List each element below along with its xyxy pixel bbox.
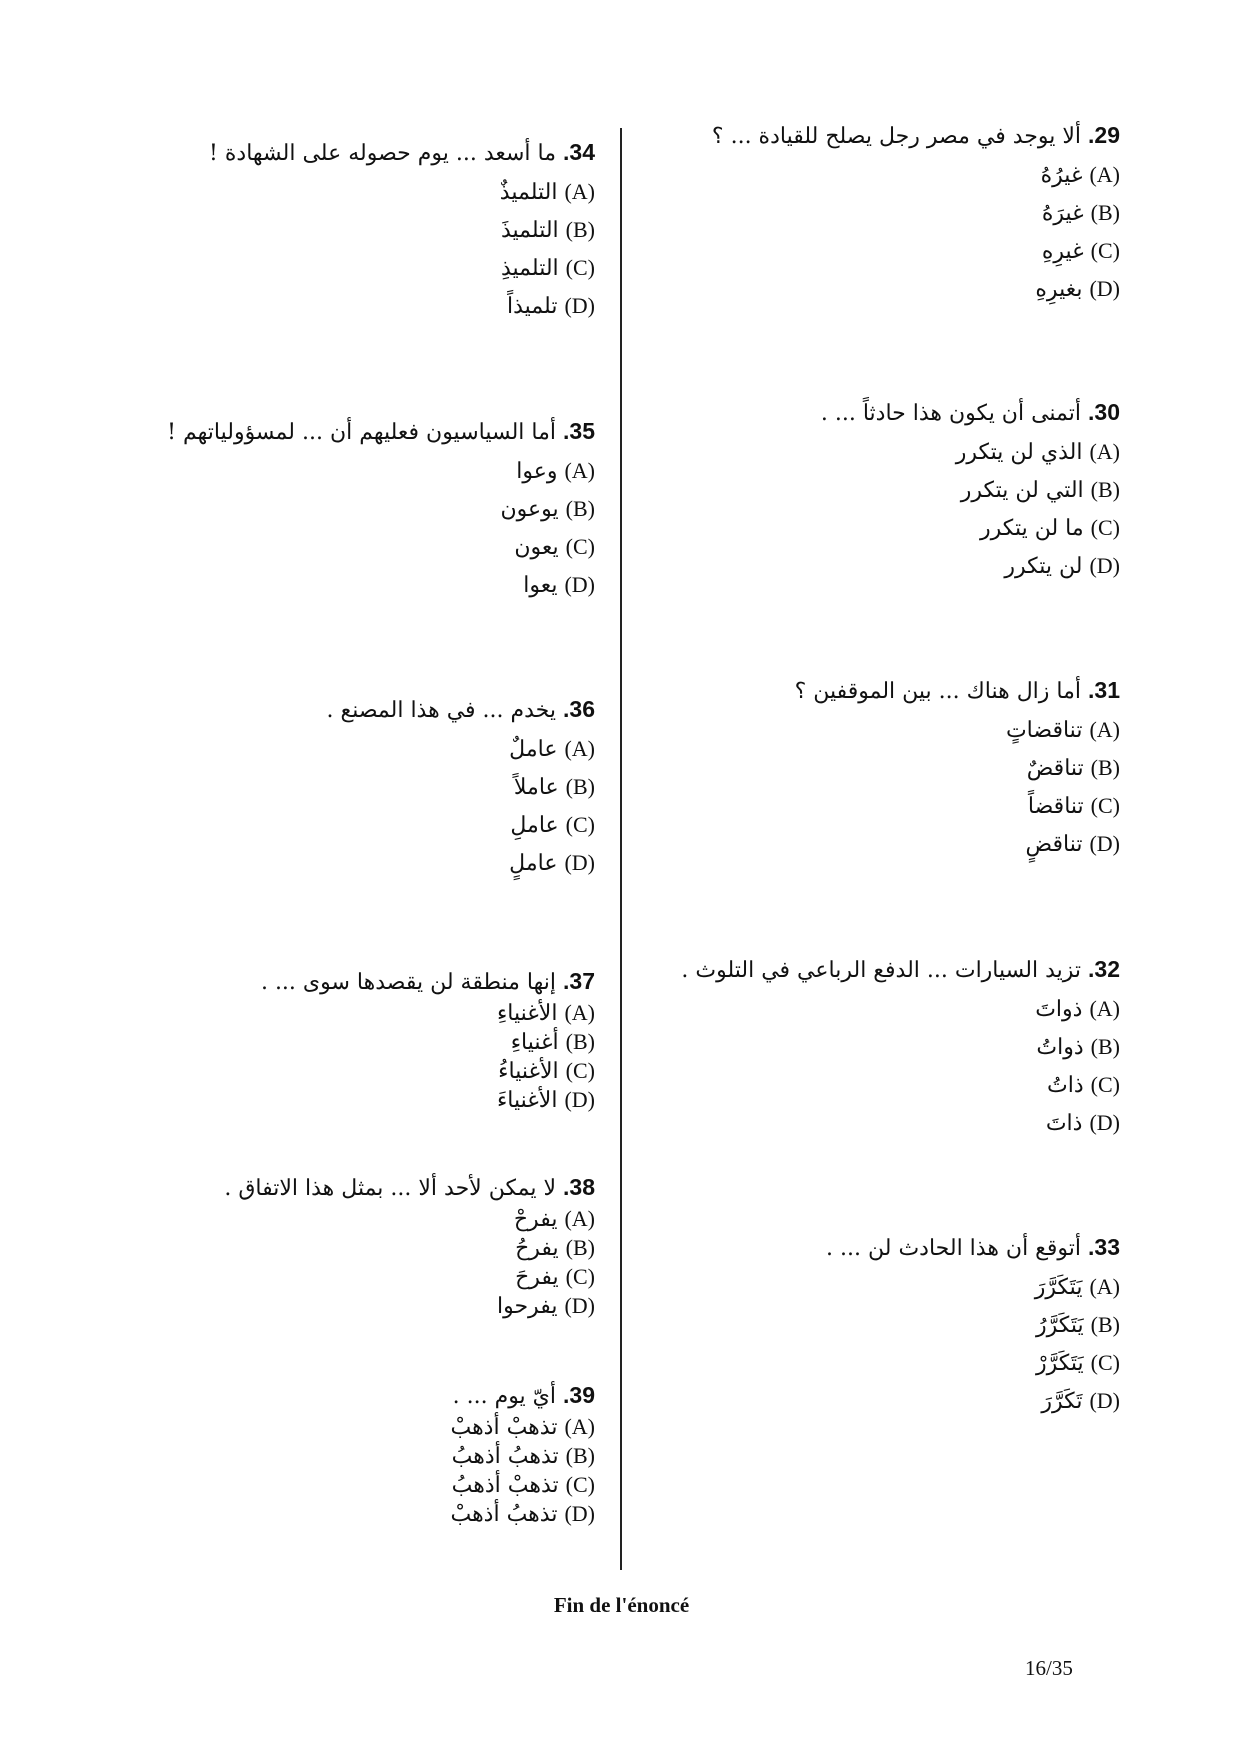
option-b[interactable]: (B) تذهبُ أذهبُ [451, 1443, 595, 1469]
option-b[interactable]: (B) تناقضٌ [1026, 755, 1120, 781]
option-c[interactable]: (C) يعون [514, 534, 595, 560]
option-b[interactable]: (B) يَتَكَرَّرُ [1035, 1312, 1120, 1338]
option-a[interactable]: (A) غيرُهُ [1040, 162, 1120, 188]
option-c[interactable]: (C) التلميذِ [501, 255, 595, 281]
option-b[interactable]: (B) يوعون [500, 496, 595, 522]
option-b[interactable]: (B) التي لن يتكرر [960, 477, 1120, 503]
question-text: أما السياسيون فعليهم أن ... لمسؤولياتهم ! [167, 420, 557, 445]
option-a[interactable]: (A) ذواتَ [1035, 996, 1120, 1022]
option-d[interactable]: (D) تناقضٍ [1025, 831, 1120, 857]
option-c[interactable]: (C) يَتَكَرَّرْ [1035, 1350, 1120, 1376]
question-number: 37 [569, 968, 595, 994]
option-d[interactable]: (D) يعوا [523, 572, 595, 598]
option-a[interactable]: (A) تذهبْ أذهبْ [450, 1414, 595, 1440]
option-c[interactable]: (C) الأغنياءُ [498, 1058, 595, 1084]
option-b[interactable]: (B) عاملاً [513, 774, 595, 800]
question-33: 33. أتوقع أن هذا الحادث لن ... . (A) يَتَكَرَّرَ (B) يَتَكَرَّرُ (C) يَتَكَرَّرْ (D) تَكَرَّرَ [826, 1234, 1120, 1414]
question-text: يخدم ... في هذا المصنع . [326, 698, 557, 723]
option-a[interactable]: (A) تناقضاتٍ [1005, 717, 1120, 743]
page-number: 16/35 [1025, 1656, 1073, 1680]
question-35: 35. أما السياسيون فعليهم أن ... لمسؤولياتهم ! (A) وعوا (B) يوعون (C) يعون (D) يعوا [167, 418, 595, 598]
option-d[interactable]: (D) يفرحوا [496, 1293, 595, 1319]
option-a[interactable]: (A) الذي لن يتكرر [955, 439, 1120, 465]
footer-end-of-statement: Fin de l'énoncé [553, 1593, 690, 1617]
question-number: 30 [1094, 399, 1120, 425]
question-text: أيّ يوم ... . [452, 1384, 557, 1409]
option-a[interactable]: (A) يفرحْ [513, 1206, 595, 1232]
option-c[interactable]: (C) تذهبْ أذهبُ [451, 1472, 595, 1498]
question-number: 33 [1094, 1234, 1120, 1260]
question-text: إنها منطقة لن يقصدها سوى ... . [260, 970, 557, 995]
question-number: 38 [569, 1174, 595, 1200]
option-c[interactable]: (C) ذاتُ [1047, 1072, 1120, 1098]
option-c[interactable]: (C) تناقضاً [1027, 793, 1120, 819]
option-d[interactable]: (D) ذاتَ [1045, 1110, 1120, 1136]
option-d[interactable]: (D) لن يتكرر [1004, 553, 1120, 579]
option-b[interactable]: (B) التلميذَ [501, 217, 595, 243]
column-divider [620, 128, 622, 1570]
question-38: 38. لا يمكن لأحد ألا ... بمثل هذا الاتفاق . (A) يفرحْ (B) يفرحُ (C) يفرحَ (D) يفرحوا [224, 1174, 595, 1319]
question-34: 34. ما أسعد ... يوم حصوله على الشهادة ! (A) التلميذٌ (B) التلميذَ (C) التلميذِ (D) تلميذاً [209, 139, 595, 319]
question-number: 29 [1094, 122, 1120, 148]
option-d[interactable]: (D) تَكَرَّرَ [1041, 1388, 1120, 1414]
option-c[interactable]: (C) يفرحَ [515, 1264, 595, 1290]
option-a[interactable]: (A) وعوا [516, 458, 595, 484]
question-number: 36 [569, 696, 595, 722]
option-a[interactable]: (A) الأغنياءِ [496, 1000, 595, 1026]
question-29: 29. ألا يوجد في مصر رجل يصلح للقيادة ... ؟ (A) غيرُهُ (B) غيرَهُ (C) غيرِهِ (D) بغيرِهِ [711, 122, 1120, 302]
option-b[interactable]: (B) غيرَهُ [1041, 200, 1120, 226]
question-37: 37. إنها منطقة لن يقصدها سوى ... . (A) الأغنياءِ (B) أغنياءِ (C) الأغنياءُ (D) الأغنياءَ [260, 968, 595, 1113]
question-number: 35 [569, 418, 595, 444]
question-36: 36. يخدم ... في هذا المصنع . (A) عاملٌ (B) عاملاً (C) عاملِ (D) عاملٍ [326, 696, 595, 876]
option-d[interactable]: (D) بغيرِهِ [1035, 276, 1120, 302]
question-text: أتمنى أن يكون هذا حادثاً ... . [820, 401, 1082, 426]
question-number: 34 [569, 139, 595, 165]
option-c[interactable]: (C) عاملِ [510, 812, 595, 838]
question-text: أتوقع أن هذا الحادث لن ... . [826, 1236, 1082, 1261]
option-c[interactable]: (C) ما لن يتكرر [980, 515, 1120, 541]
option-d[interactable]: (D) تذهبُ أذهبْ [450, 1501, 595, 1527]
question-number: 32 [1094, 956, 1120, 982]
question-text: تزيد السيارات ... الدفع الرباعي في التلوث . [681, 958, 1082, 983]
option-b[interactable]: (B) يفرحُ [515, 1235, 595, 1261]
option-d[interactable]: (D) تلميذاً [507, 293, 595, 319]
option-d[interactable]: (D) عاملٍ [509, 850, 595, 876]
question-32: 32. تزيد السيارات ... الدفع الرباعي في التلوث . (A) ذواتَ (B) ذواتُ (C) ذاتُ (D) ذاتَ [681, 956, 1120, 1136]
option-a[interactable]: (A) يَتَكَرَّرَ [1034, 1274, 1120, 1300]
question-text: لا يمكن لأحد ألا ... بمثل هذا الاتفاق . [224, 1176, 557, 1201]
question-39: 39. أيّ يوم ... . (A) تذهبْ أذهبْ (B) تذهبُ أذهبُ (C) تذهبْ أذهبُ (D) تذهبُ أذهبْ [450, 1382, 595, 1527]
question-30: 30. أتمنى أن يكون هذا حادثاً ... . (A) الذي لن يتكرر (B) التي لن يتكرر (C) ما لن يتكرر (D) لن يتكرر [820, 399, 1120, 579]
option-d[interactable]: (D) الأغنياءَ [496, 1087, 595, 1113]
question-number: 39 [569, 1382, 595, 1408]
question-number: 31 [1094, 677, 1120, 703]
question-text: ألا يوجد في مصر رجل يصلح للقيادة ... ؟ [711, 124, 1082, 149]
question-text: أما زال هناك ... بين الموقفين ؟ [794, 679, 1082, 704]
question-text: ما أسعد ... يوم حصوله على الشهادة ! [209, 141, 557, 166]
option-b[interactable]: (B) ذواتُ [1036, 1034, 1120, 1060]
option-b[interactable]: (B) أغنياءِ [510, 1029, 595, 1055]
option-a[interactable]: (A) عاملٌ [509, 736, 595, 762]
option-a[interactable]: (A) التلميذٌ [499, 179, 595, 205]
option-c[interactable]: (C) غيرِهِ [1041, 238, 1120, 264]
question-31: 31. أما زال هناك ... بين الموقفين ؟ (A) تناقضاتٍ (B) تناقضٌ (C) تناقضاً (D) تناقضٍ [794, 677, 1120, 857]
